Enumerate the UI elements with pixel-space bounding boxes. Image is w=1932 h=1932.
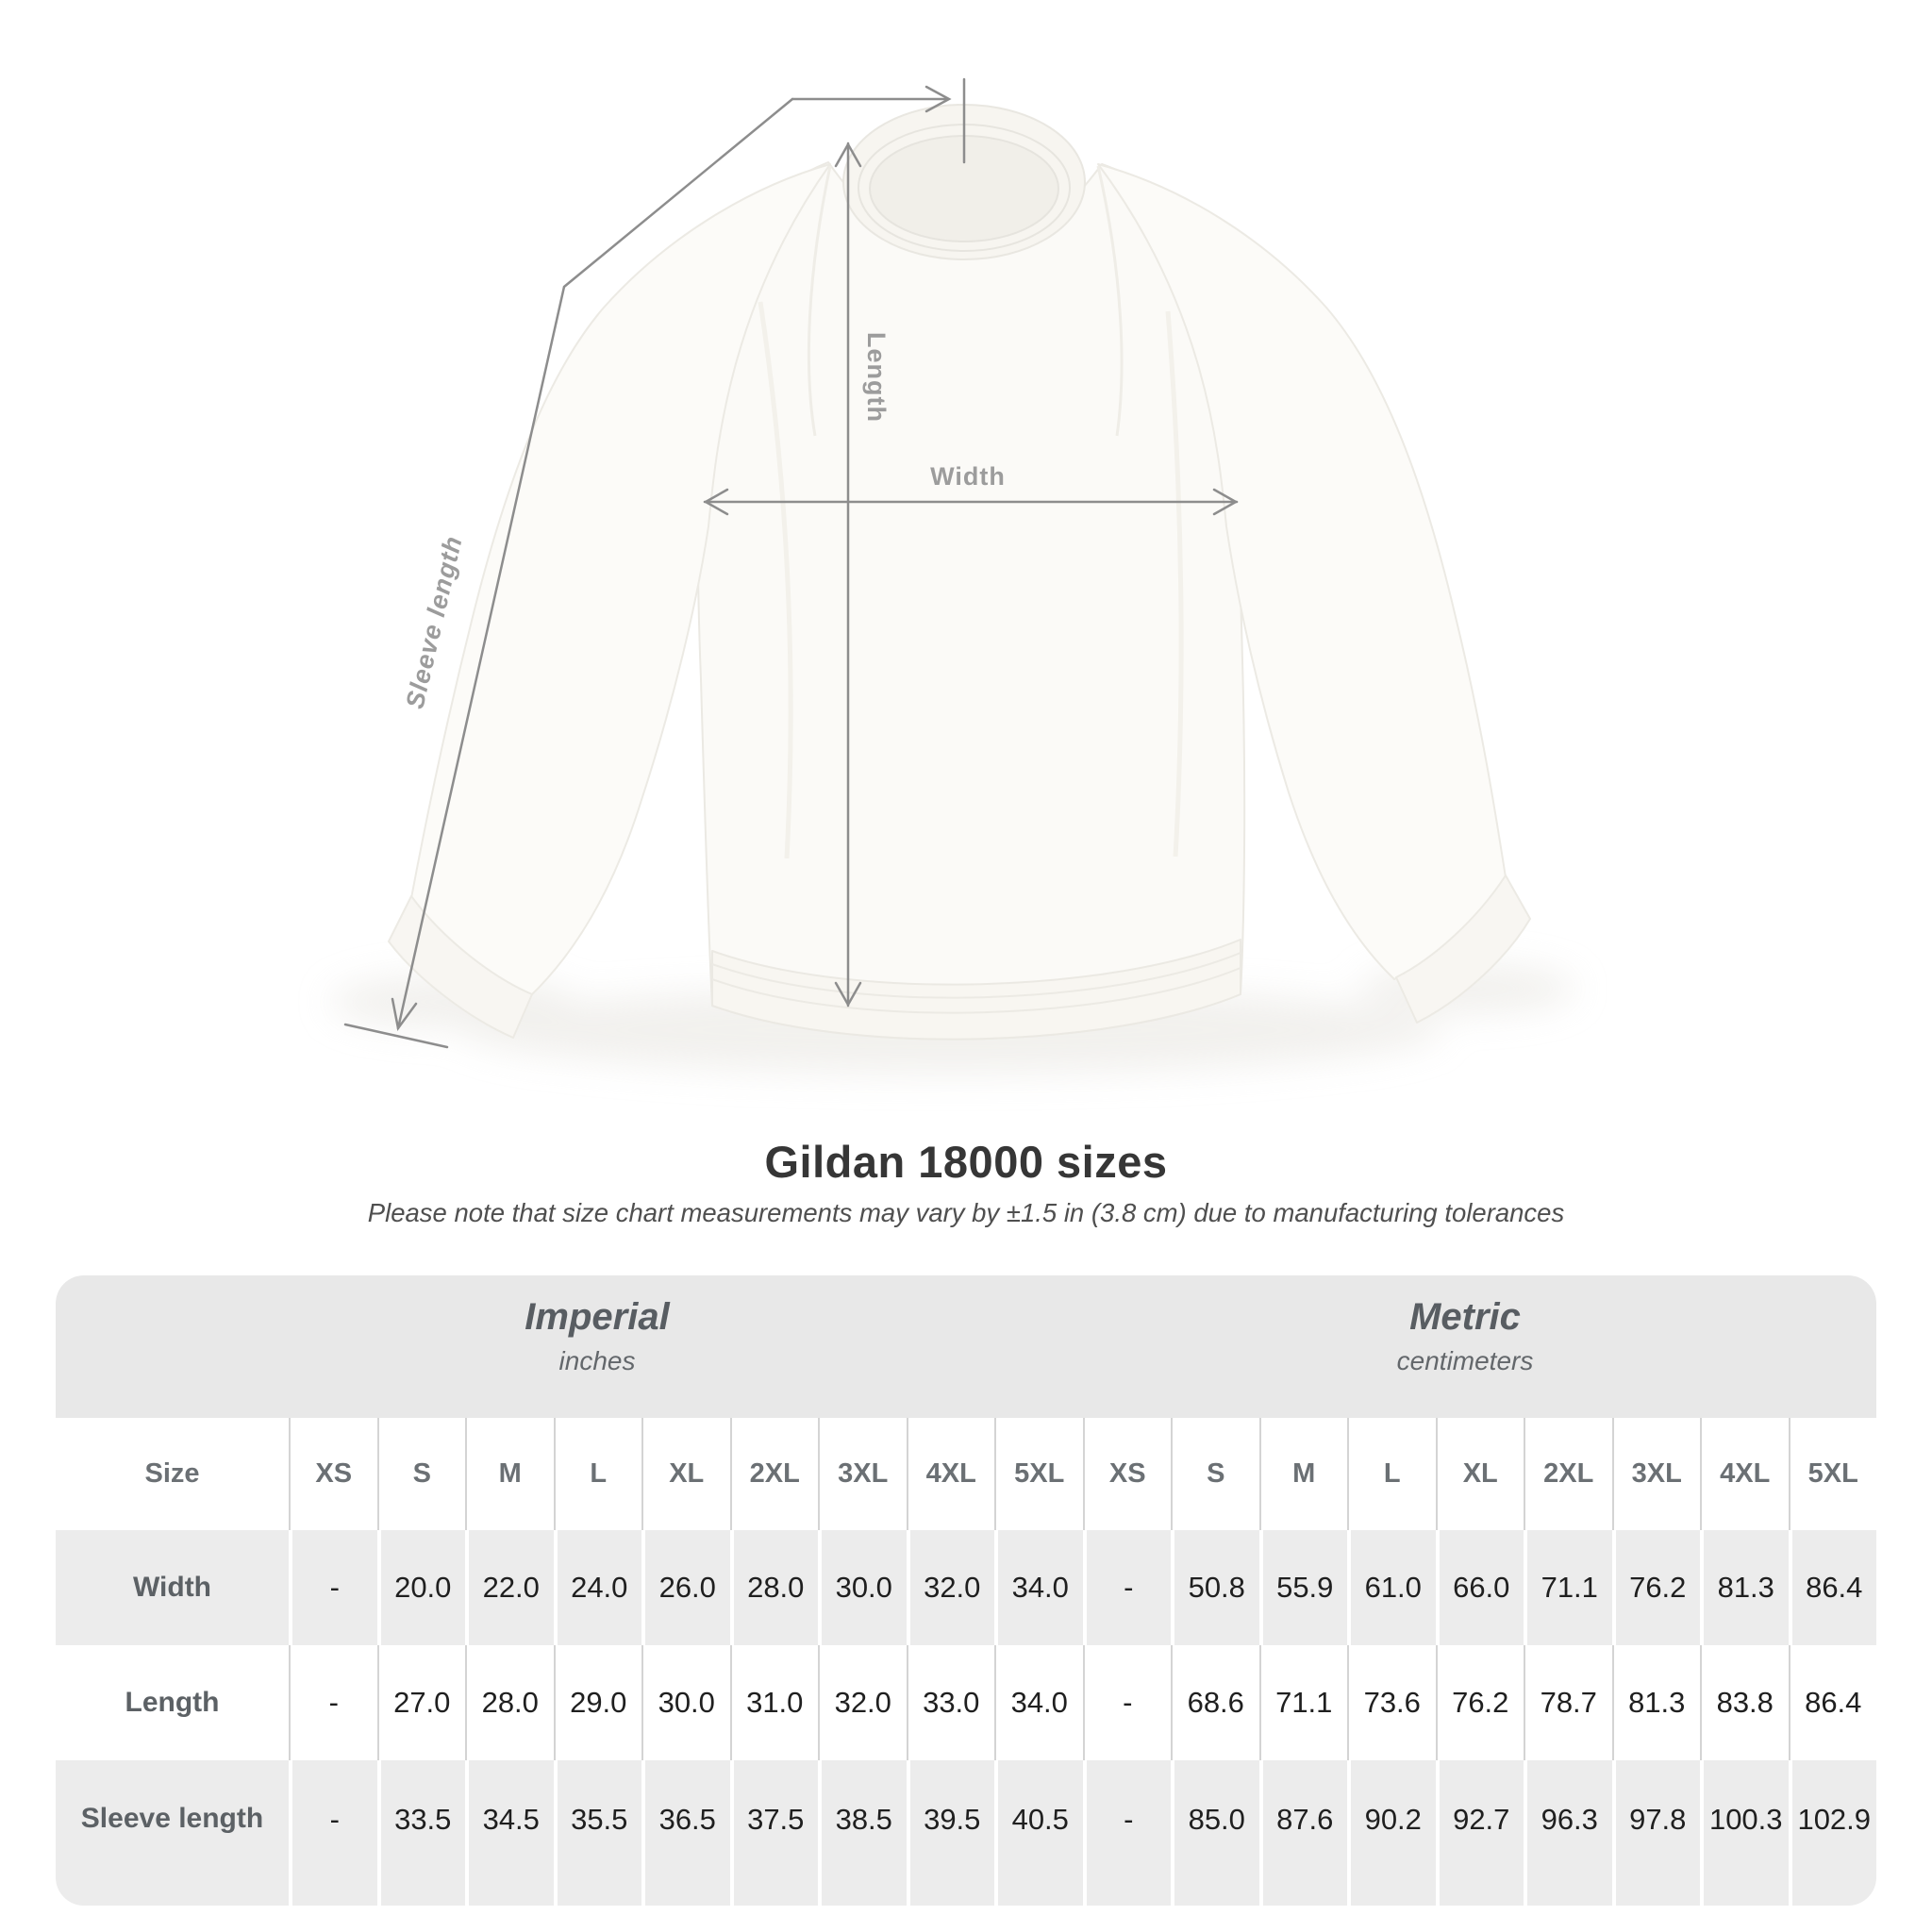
row-label: Sleeve length (56, 1760, 289, 1906)
page-title: Gildan 18000 sizes (764, 1137, 1168, 1187)
sweatshirt-illustration (389, 105, 1530, 1040)
imperial-unit: inches (558, 1346, 636, 1375)
metric-label: Metric (1409, 1296, 1521, 1338)
value-cell: 32.0 (818, 1645, 907, 1760)
size-header-cell: 5XL (994, 1418, 1083, 1530)
size-grid (56, 1418, 1876, 1906)
size-header-cell: XL (641, 1418, 730, 1530)
size-header-cell: 2XL (1524, 1418, 1612, 1530)
value-cell: 31.0 (730, 1645, 819, 1760)
value-cell: 33.0 (907, 1645, 995, 1760)
value-cell: 29.0 (554, 1645, 642, 1760)
sleeve-end-tick (345, 1024, 447, 1047)
value-cell: 39.5 (907, 1760, 995, 1906)
value-cell: 81.3 (1700, 1530, 1789, 1645)
value-cell: 83.8 (1700, 1645, 1789, 1760)
value-cell: 34.0 (994, 1530, 1083, 1645)
size-table (56, 1275, 1876, 1906)
value-cell: 37.5 (730, 1760, 819, 1906)
value-cell: 35.5 (554, 1760, 642, 1906)
value-cell: - (289, 1645, 377, 1760)
metric-unit: centimeters (1396, 1346, 1534, 1375)
value-cell: 38.5 (818, 1760, 907, 1906)
value-cell: 32.0 (907, 1530, 995, 1645)
size-header-cell: XL (1436, 1418, 1524, 1530)
value-cell: 90.2 (1347, 1760, 1436, 1906)
value-cell: 50.8 (1171, 1530, 1259, 1645)
size-header-cell: XS (1083, 1418, 1172, 1530)
length-label: Length (861, 332, 891, 423)
row-label: Width (56, 1530, 289, 1645)
size-header-cell: 5XL (1789, 1418, 1877, 1530)
value-cell: 24.0 (554, 1530, 642, 1645)
size-header-cell: M (465, 1418, 554, 1530)
value-cell: - (1083, 1530, 1172, 1645)
width-label: Width (930, 462, 1006, 491)
value-cell: 34.0 (994, 1645, 1083, 1760)
value-cell: 61.0 (1347, 1530, 1436, 1645)
value-cell: 86.4 (1789, 1645, 1877, 1760)
size-header-cell: 3XL (1612, 1418, 1701, 1530)
value-cell: 96.3 (1524, 1760, 1612, 1906)
value-cell: 100.3 (1700, 1760, 1789, 1906)
size-header-cell: 4XL (1700, 1418, 1789, 1530)
value-cell: 71.1 (1259, 1645, 1348, 1760)
imperial-label: Imperial (525, 1296, 670, 1338)
value-cell: 73.6 (1347, 1645, 1436, 1760)
unit-group-header (56, 1275, 1876, 1418)
size-column-header: Size (144, 1458, 200, 1489)
value-cell: 20.0 (377, 1530, 466, 1645)
value-cell: 71.1 (1524, 1530, 1612, 1645)
value-cell: 86.4 (1789, 1530, 1877, 1645)
value-cell: - (1083, 1645, 1172, 1760)
value-cell: 66.0 (1436, 1530, 1524, 1645)
value-cell: 102.9 (1789, 1760, 1877, 1906)
measurement-row (56, 1645, 1876, 1760)
measurement-row (56, 1530, 1876, 1645)
value-cell: 36.5 (641, 1760, 730, 1906)
size-header-cell: 4XL (907, 1418, 995, 1530)
value-cell: 68.6 (1171, 1645, 1259, 1760)
size-header-cell: L (554, 1418, 642, 1530)
value-cell: 55.9 (1259, 1530, 1348, 1645)
value-cell: - (289, 1760, 377, 1906)
sleeve-length-label: Sleeve length (400, 533, 468, 712)
imperial-group-header (525, 1275, 669, 1376)
value-cell: 40.5 (994, 1760, 1083, 1906)
value-cell: 26.0 (641, 1530, 730, 1645)
tolerance-note: Please note that size chart measurements may vary by ±1.5 in (3.8 cm) due to manufacturing tolerances (367, 1198, 1565, 1227)
metric-group-header (1397, 1275, 1534, 1376)
value-cell: 33.5 (377, 1760, 466, 1906)
size-header-cell: 3XL (818, 1418, 907, 1530)
value-cell: 28.0 (465, 1645, 554, 1760)
size-header-row (56, 1418, 1876, 1530)
size-header-cell: M (1259, 1418, 1348, 1530)
value-cell: 92.7 (1436, 1760, 1524, 1906)
value-cell: 28.0 (730, 1530, 819, 1645)
value-cell: 87.6 (1259, 1760, 1348, 1906)
measurement-row (56, 1760, 1876, 1906)
value-cell: 22.0 (465, 1530, 554, 1645)
row-label: Length (125, 1687, 220, 1718)
value-cell: 76.2 (1436, 1645, 1524, 1760)
size-header-cell: S (377, 1418, 466, 1530)
value-cell: 27.0 (377, 1645, 466, 1760)
size-header-cell: L (1347, 1418, 1436, 1530)
value-cell: 97.8 (1612, 1760, 1701, 1906)
value-cell: 76.2 (1612, 1530, 1701, 1645)
size-header-cell: S (1171, 1418, 1259, 1530)
value-cell: 81.3 (1612, 1645, 1701, 1760)
value-cell: 85.0 (1171, 1760, 1259, 1906)
value-cell: - (1083, 1760, 1172, 1906)
value-cell: 78.7 (1524, 1645, 1612, 1760)
size-header-cell: 2XL (730, 1418, 819, 1530)
value-cell: 30.0 (818, 1530, 907, 1645)
size-header-cell: XS (289, 1418, 377, 1530)
value-cell: 34.5 (465, 1760, 554, 1906)
value-cell: - (289, 1530, 377, 1645)
value-cell: 30.0 (641, 1645, 730, 1760)
